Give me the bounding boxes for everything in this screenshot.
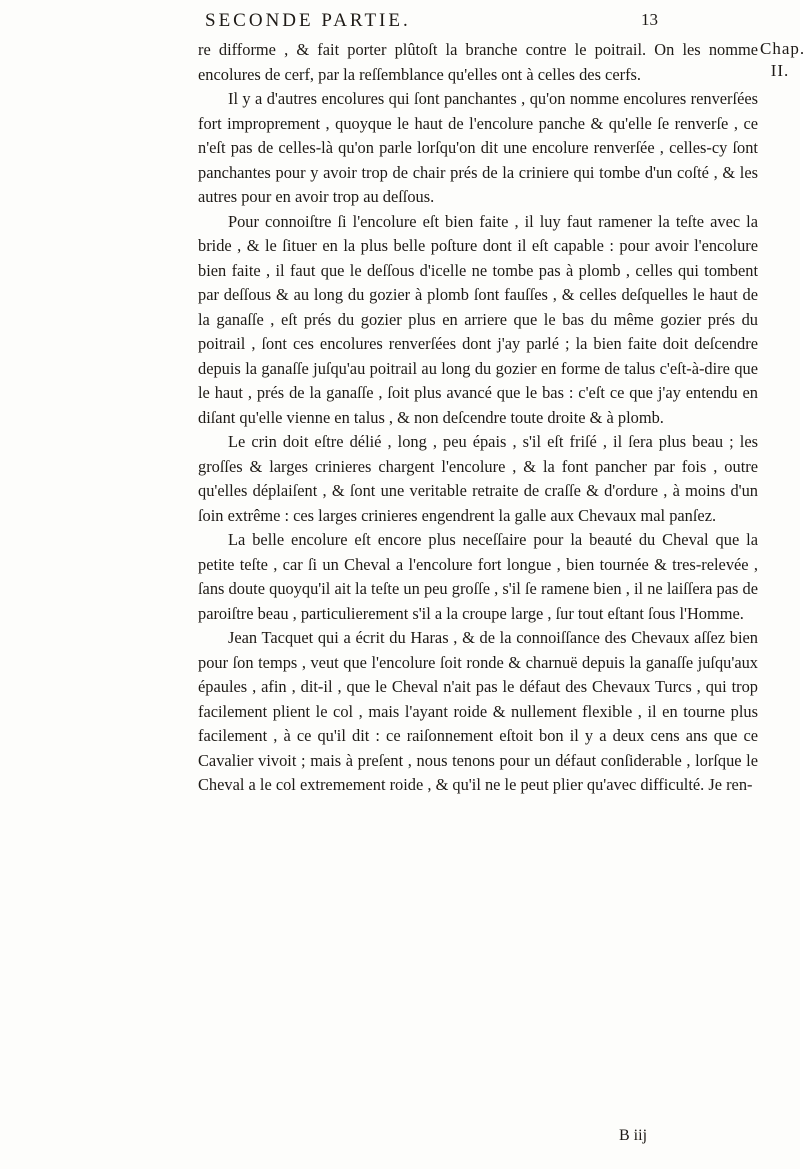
paragraph-1: re difforme , & fait porter plûtoſt la branche contre le poitrail. On les nomme encolures de cerf, par la reſſemblance qu'elles ont à celles des cerfs.	[198, 40, 758, 84]
paragraph-2: Il y a d'autres encolures qui ſont panchantes , qu'on nomme encolures renverſées fort improprement , quoyque le haut de l'encolure panche & qu'elle ſe renverſe , ce n'eſt pas de celles-là qu'on parle lorſqu'on dit une encolure renverſée , celles-cy ſont panchantes pour y avoir trop de chair prés de la criniere qui tombe d'un coſté , & les autres pour en avoir trop au deſſous.	[198, 89, 758, 206]
page-number: 13	[641, 10, 658, 29]
paragraph-4: Le crin doit eſtre délié , long , peu épais , s'il eſt friſé , il ſera plus beau ; les groſſes & larges crinieres chargent l'encolure , & la font pancher par fois , outre qu'elles déplaiſent , & ſont une veritable retraite de craſſe & d'ordure , à moins d'un ſoin extrême : ces larges crinieres engendrent la galle aux Chevaux mal panſez.	[198, 432, 758, 525]
paragraph-6: Jean Tacquet qui a écrit du Haras , & de la connoiſſance des Chevaux aſſez bien pour ſon temps , veut que l'encolure ſoit ronde & charnuë depuis la ganaſſe juſqu'aux épaules , afin , dit-il , que le Cheval n'ait pas le défaut des Chevaux Turcs , qui trop facilement plient le col , mais l'ayant roide & nullement flexible , il en tourne plus facilement , à ce qu'il dit : ce raiſonnement eſtoit bon il y a deux cens ans que ce Cavalier vivoit ; mais à preſent , nous tenons pour un défaut conſiderable , lorſque le Cheval a le col extremement roide , & qu'il ne le peut plier qu'avec difficulté. Je ren-	[198, 628, 758, 794]
chapter-word: Chap.	[760, 39, 805, 58]
body-text	[198, 38, 758, 798]
paragraph-5: La belle encolure eſt encore plus neceſſaire pour la beauté du Cheval que la petite teſte , car ſi un Cheval a l'encolure fort longue , bien tournée & tres-relevée , ſans doute quoyqu'il ait la teſte un peu groſſe , s'il ſe ramene bien , il ne laiſſera pas de paroiſtre beau , particulierement s'il a la croupe large , ſur tout eſtant ſous l'Homme.	[198, 530, 758, 623]
chapter-margin-note	[760, 38, 805, 82]
chapter-number: II.	[770, 61, 790, 80]
signature-mark: B iij	[619, 1127, 648, 1144]
running-title: SECONDE PARTIE.	[205, 10, 411, 31]
paragraph-3: Pour connoiſtre ſi l'encolure eſt bien faite , il luy faut ramener la teſte avec la bride , & le ſituer en la plus belle poſture dont il eſt capable : pour avoir l'encolure bien faite , il faut que le deſſous d'icelle ne tombe pas à plomb , celles qui tombent par deſſous & au long du gozier à plomb ſont fauſſes , & celles deſquelles le haut de la ganaſſe , eſt prés du gozier plus en arriere que le bas du même gozier prés du poitrail , ſont ces encolures renverſées dont j'ay parlé ; la bien faite doit deſcendre depuis la ganaſſe juſqu'au poitrail au long du gozier en forme de talus c'eſt-à-dire que le haut , prés de la ganaſſe , ſoit plus avancé que le bas : c'eſt ce que j'ay entendu en diſant qu'elle vienne en talus , & non deſcendre toute droite & à plomb.	[198, 211, 758, 427]
